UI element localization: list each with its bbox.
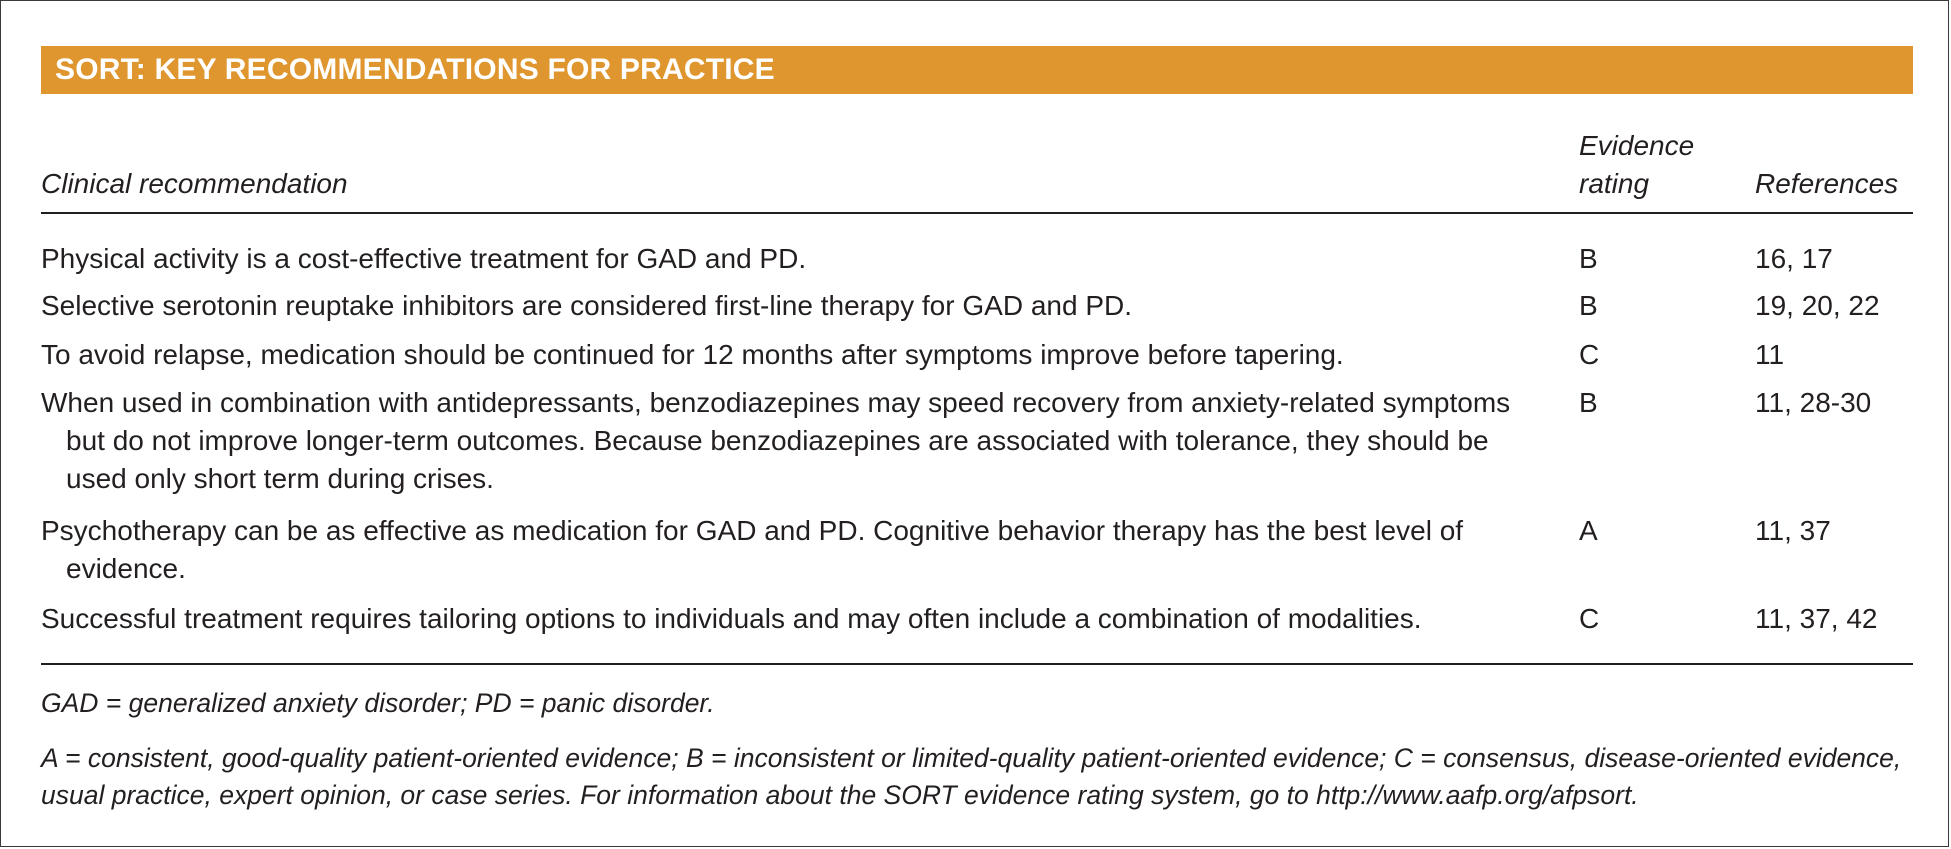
row-references: 11, 28-30 (1755, 387, 1872, 418)
row-evidence-rating: B (1579, 243, 1598, 274)
column-header-references: References (1755, 168, 1899, 199)
row-references: 19, 20, 22 (1755, 290, 1880, 321)
row-references: 16, 17 (1755, 243, 1833, 274)
table-bottom-divider (41, 663, 1913, 665)
row-references: 11 (1755, 339, 1785, 370)
row-recommendation: To avoid relapse, medication should be continued for 12 months after symptoms improve before tapering. (41, 339, 1344, 370)
row-evidence-rating: A (1579, 515, 1598, 546)
row-recommendation: Physical activity is a cost-effective treatment for GAD and PD. (41, 243, 807, 274)
column-header-recommendation: Clinical recommendation (41, 168, 348, 199)
row-recommendation: Successful treatment requires tailoring options to individuals and may often include a combination of modalities. (41, 603, 1422, 634)
row-evidence-rating: B (1579, 290, 1598, 321)
column-header-evidence-line1: Evidence (1579, 130, 1695, 161)
row-evidence-rating: B (1579, 387, 1598, 418)
row-references: 11, 37 (1755, 515, 1831, 546)
row-recommendation: Psychotherapy can be as effective as medication for GAD and PD. Cognitive behavior therapy has the best level of evidence. (41, 515, 1464, 584)
footnote-abbreviations: GAD = generalized anxiety disorder; PD = panic disorder. (41, 688, 715, 718)
row-recommendation: When used in combination with antidepressants, benzodiazepines may speed recovery from anxiety-related symptoms but do not improve longer-term outcomes. Because benzodiazepines are associated with tolerance, they should be used only short term during crises. (41, 387, 1511, 494)
footnote-evidence-ratings: A = consistent, good-quality patient-oriented evidence; B = inconsistent or limited-quality patient-oriented evidence; C = consensus, disease-oriented evidence, usual practice, expert opinion, or case series. For information about the SORT evidence rating system, go to http://www.aafp.org/afpsort. (41, 743, 1902, 810)
row-recommendation: Selective serotonin reuptake inhibitors are considered first-line therapy for GAD and PD. (41, 290, 1132, 321)
column-header-evidence-line2: rating (1579, 168, 1650, 199)
column-header-evidence-rating (1579, 127, 1694, 203)
row-evidence-rating: C (1579, 603, 1600, 634)
row-evidence-rating: C (1579, 339, 1600, 370)
table-title-banner: SORT: KEY RECOMMENDATIONS FOR PRACTICE (41, 46, 1913, 94)
row-references: 11, 37, 42 (1755, 603, 1878, 634)
header-divider (41, 212, 1913, 214)
